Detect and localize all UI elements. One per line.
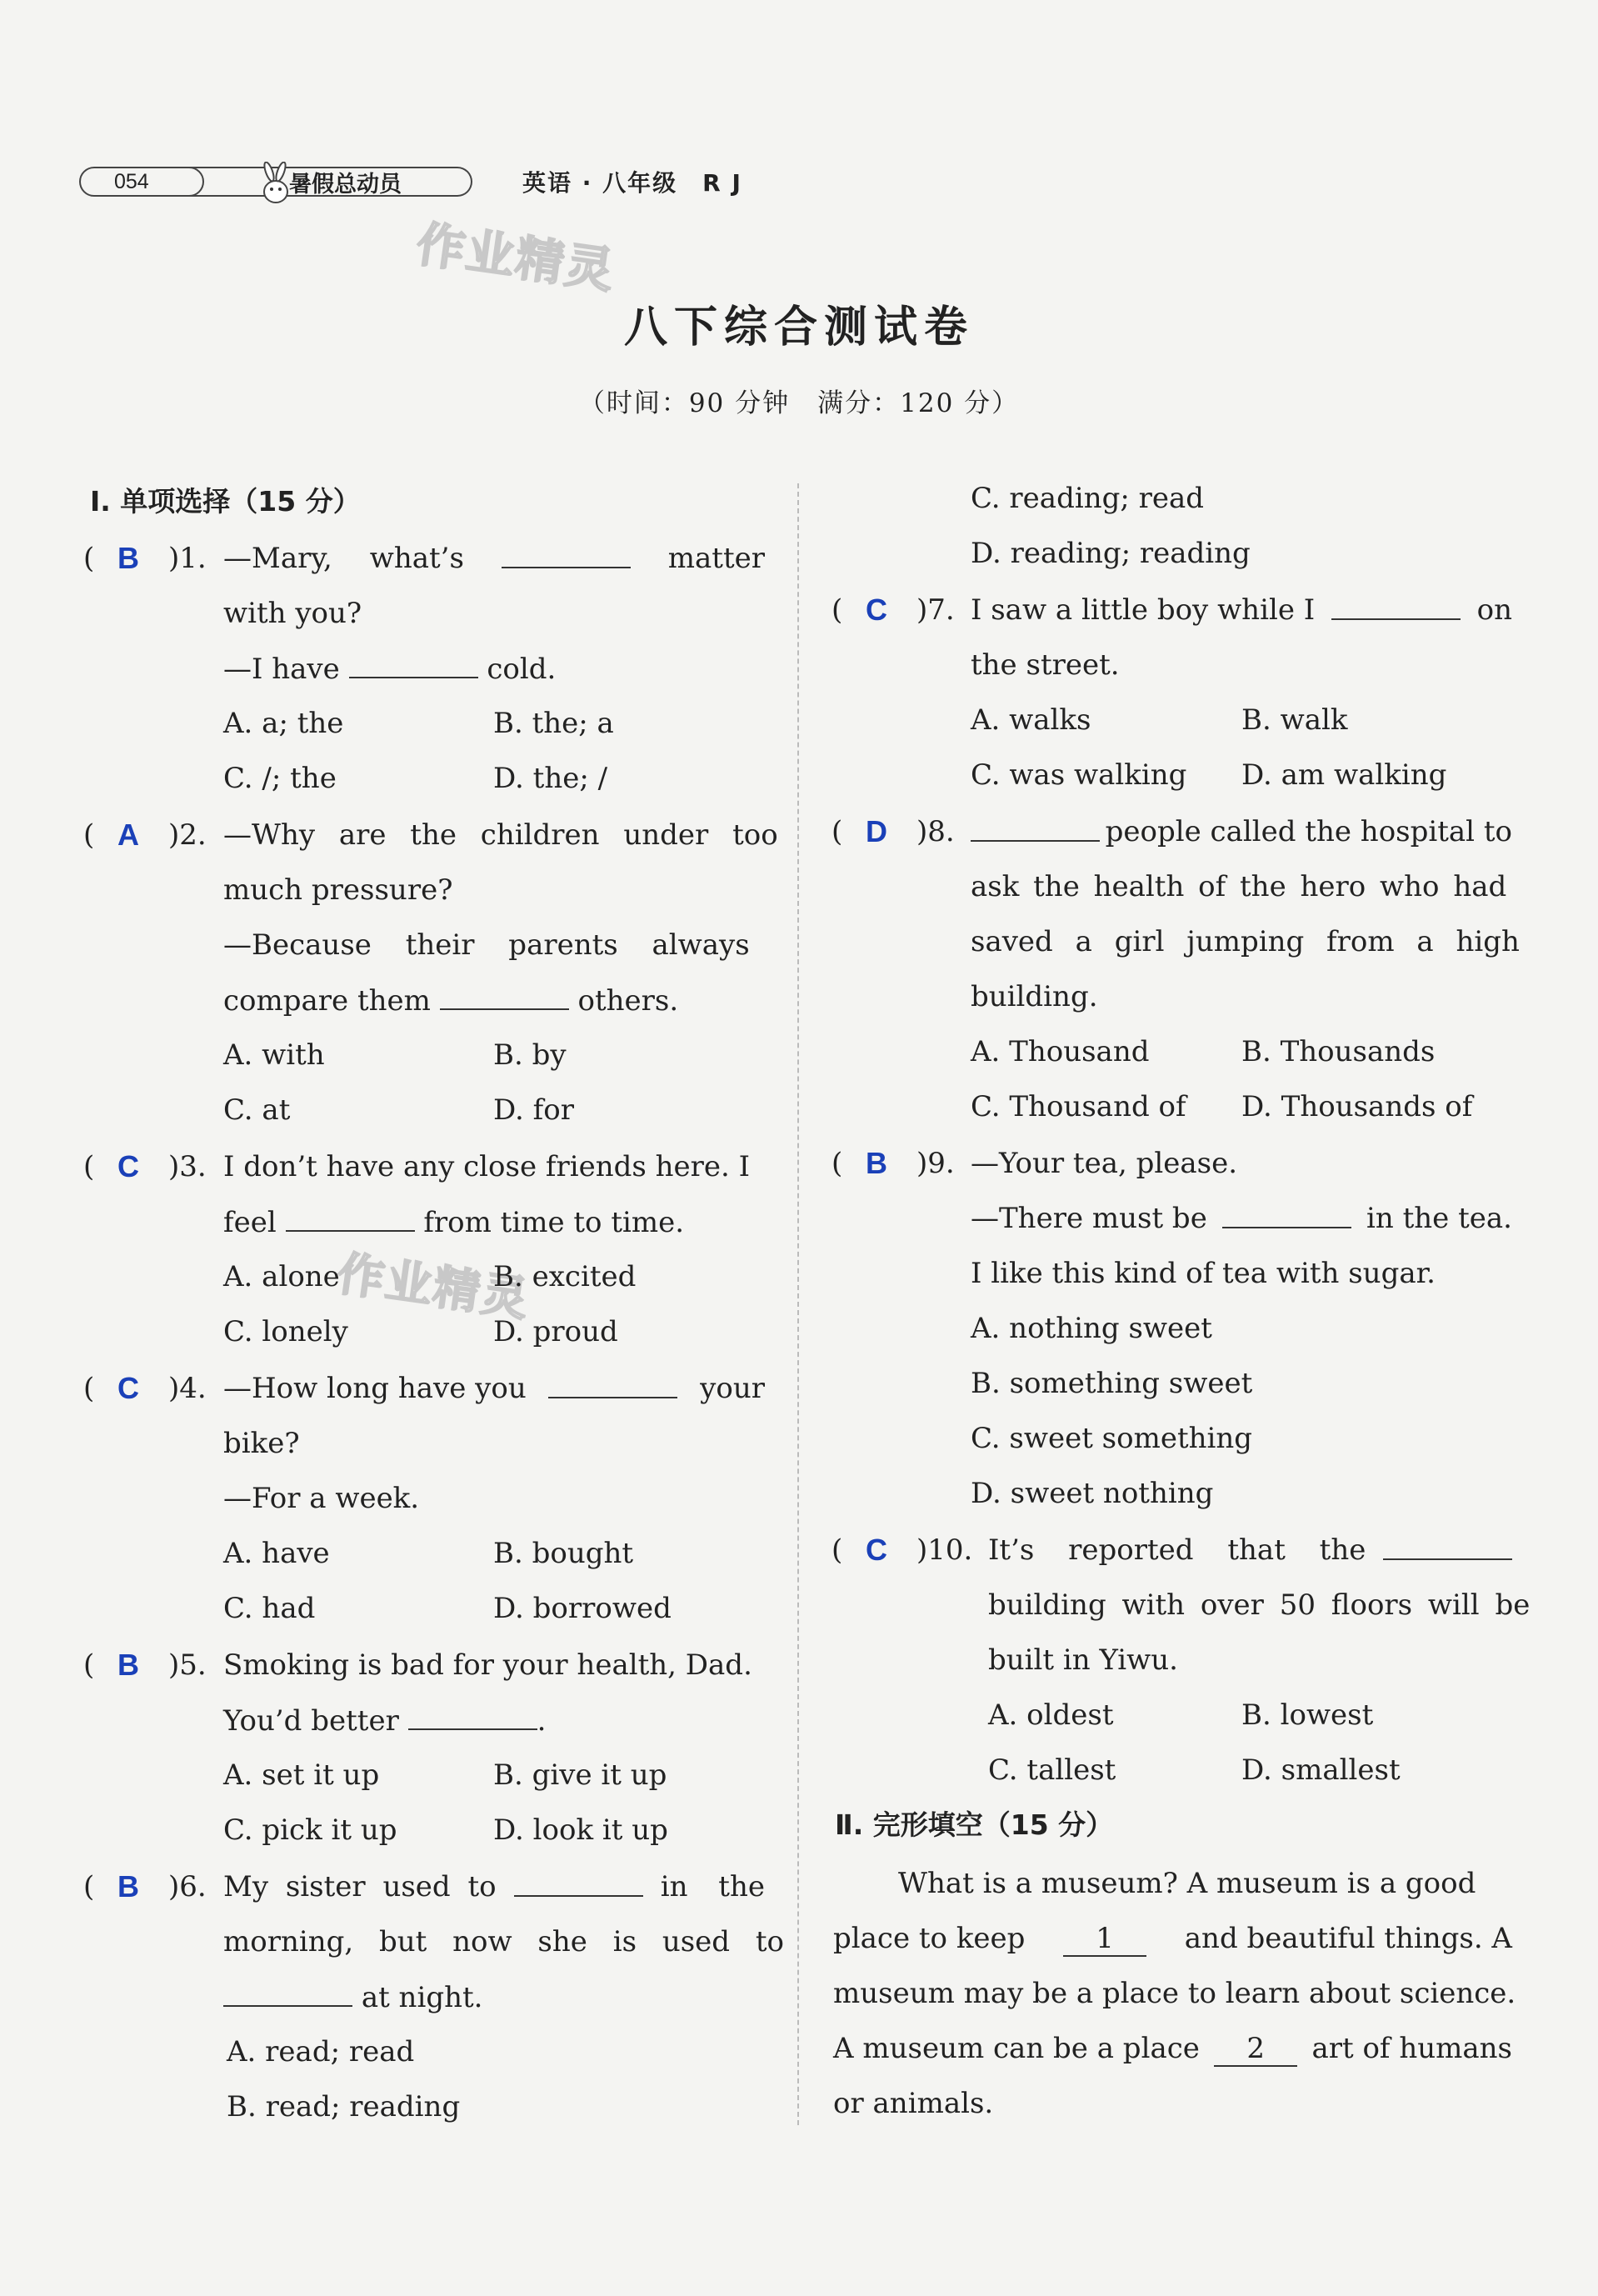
column-divider xyxy=(797,483,799,2125)
option-b: B. read; reading xyxy=(227,2090,461,2123)
answer-bracket-open: ( xyxy=(83,1150,95,1183)
option-b: B. the; a xyxy=(493,707,614,740)
stem-text: —Why are the children under too xyxy=(223,818,778,852)
answer-bracket-open: ( xyxy=(83,1372,95,1405)
answer-blank[interactable] xyxy=(1331,593,1461,620)
option-b: B. bought xyxy=(493,1537,634,1570)
option-d: D. proud xyxy=(493,1315,618,1348)
stem-text: —Your tea, please. xyxy=(971,1147,1237,1180)
stem-text: building with over 50 floors will be xyxy=(988,1588,1531,1622)
stem-text: feel xyxy=(223,1206,277,1239)
question-number: )4. xyxy=(168,1372,207,1405)
passage-text: A museum can be a place xyxy=(833,2032,1200,2065)
option-b: B. excited xyxy=(493,1260,637,1293)
answer-blank[interactable] xyxy=(440,983,569,1010)
passage-text: or animals. xyxy=(833,2087,994,2120)
stem-text: Smoking is bad for your health, Dad. xyxy=(223,1648,752,1682)
rabbit-mascot-icon xyxy=(256,162,296,205)
stem-text: —Mary, xyxy=(223,542,332,575)
answer-blank[interactable] xyxy=(548,1372,677,1398)
option-c: C. pick it up xyxy=(223,1813,397,1847)
question-stem xyxy=(988,1533,1512,1567)
stem-line xyxy=(223,983,678,1018)
answer-bracket-open: ( xyxy=(83,542,95,575)
stem-text: your xyxy=(700,1372,765,1405)
option-b: B. Thousands xyxy=(1241,1035,1436,1068)
option-c: C. had xyxy=(223,1592,316,1625)
stem-text: the street. xyxy=(971,648,1120,682)
stem-text: I saw a little boy while I xyxy=(971,593,1316,627)
option-a: A. Thousand xyxy=(971,1035,1150,1068)
answer-bracket-open: ( xyxy=(83,1870,95,1903)
cloze-blank[interactable]: 2 xyxy=(1214,2032,1297,2067)
option-d: D. look it up xyxy=(493,1813,668,1847)
answer-blank[interactable] xyxy=(286,1205,415,1232)
answer-mark: C xyxy=(117,1149,139,1183)
option-b: B. give it up xyxy=(493,1758,667,1792)
stem-line xyxy=(223,652,556,686)
question-number: )2. xyxy=(168,818,207,852)
stem-text: at night. xyxy=(361,1981,483,2014)
question-number: )9. xyxy=(916,1147,955,1180)
answer-mark: B xyxy=(117,541,139,575)
question-number: )6. xyxy=(168,1870,207,1903)
answer-mark: A xyxy=(117,818,139,852)
option-d: D. am walking xyxy=(1241,758,1447,792)
stem-text: —How long have you xyxy=(223,1372,527,1405)
question-number: )7. xyxy=(916,593,955,627)
option-d: D. the; / xyxy=(493,762,608,795)
stem-line xyxy=(223,1205,684,1239)
question-stem xyxy=(971,593,1512,627)
stem-text: My sister used to xyxy=(223,1870,497,1903)
stem-text: from time to time. xyxy=(423,1206,685,1239)
option-b: B. something sweet xyxy=(971,1367,1253,1400)
stem-text: building. xyxy=(971,980,1098,1013)
option-b: B. walk xyxy=(1241,703,1348,737)
question-number: )10. xyxy=(916,1533,973,1567)
option-a: A. nothing sweet xyxy=(971,1312,1212,1345)
stem-text: saved a girl jumping from a high xyxy=(971,925,1520,958)
option-a: A. with xyxy=(223,1038,325,1072)
answer-bracket-open: ( xyxy=(831,1533,843,1567)
passage-text: and beautiful things. A xyxy=(1184,1922,1512,1955)
answer-mark: B xyxy=(117,1648,139,1682)
answer-bracket-open: ( xyxy=(83,1648,95,1682)
answer-bracket-open: ( xyxy=(83,818,95,852)
option-b: B. lowest xyxy=(1241,1698,1374,1732)
option-c: C. lonely xyxy=(223,1315,348,1348)
answer-mark: B xyxy=(866,1146,887,1180)
stem-text: matter xyxy=(667,542,765,575)
option-d: D. Thousands of xyxy=(1241,1090,1473,1123)
page-header xyxy=(79,163,742,200)
stem-text: in the tea. xyxy=(1366,1202,1512,1235)
option-a: A. oldest xyxy=(988,1698,1114,1732)
passage-text: art of humans xyxy=(1311,2032,1512,2065)
answer-mark: C xyxy=(117,1371,139,1405)
stem-text: —Because their parents always xyxy=(223,928,750,962)
passage-line xyxy=(833,1922,1512,1957)
option-a: A. a; the xyxy=(223,707,344,740)
option-a: A. walks xyxy=(971,703,1091,737)
answer-mark: C xyxy=(866,593,887,627)
stem-line xyxy=(223,1980,482,2014)
answer-blank[interactable] xyxy=(223,1980,352,2007)
stem-text: built in Yiwu. xyxy=(988,1643,1178,1677)
option-c: C. sweet something xyxy=(971,1422,1253,1455)
stem-text: —There must be xyxy=(971,1202,1207,1235)
stem-text: It’s reported that the xyxy=(988,1533,1366,1567)
stem-text: compare them xyxy=(223,984,431,1018)
answer-mark: B xyxy=(117,1869,139,1903)
answer-blank[interactable] xyxy=(971,815,1100,842)
option-d: D. smallest xyxy=(1241,1753,1401,1787)
passage-text: museum may be a place to learn about science. xyxy=(833,1977,1516,2010)
question-number: )5. xyxy=(168,1648,207,1682)
watermark: 作业精灵 xyxy=(333,1247,533,1328)
series-label: 暑假总动员 xyxy=(289,171,402,198)
subject-label: 英语 · 八年级 R J xyxy=(522,169,742,197)
answer-blank[interactable] xyxy=(514,1870,643,1897)
option-c: C. tallest xyxy=(988,1753,1116,1787)
stem-text: —For a week. xyxy=(223,1482,420,1515)
question-stem xyxy=(971,815,1512,848)
option-b: B. by xyxy=(493,1038,567,1072)
exam-title: 八下综合测试卷 xyxy=(623,303,974,353)
option-c: C. reading; read xyxy=(971,482,1205,515)
answer-blank[interactable] xyxy=(408,1703,537,1730)
series-name xyxy=(172,167,472,197)
stem-text: —I have xyxy=(223,653,340,686)
stem-text: . xyxy=(537,1704,547,1738)
cloze-blank[interactable]: 1 xyxy=(1063,1922,1146,1957)
question-stem xyxy=(223,1372,765,1405)
question-number: )3. xyxy=(168,1150,207,1183)
passage-text: place to keep xyxy=(833,1922,1026,1955)
option-d: D. sweet nothing xyxy=(971,1477,1214,1510)
stem-line xyxy=(223,1703,546,1738)
option-a: A. read; read xyxy=(227,2035,415,2068)
stem-text: ask the health of the hero who had xyxy=(971,870,1507,903)
exam-info: （时间：90 分钟 满分：120 分） xyxy=(578,388,1020,418)
answer-bracket-open: ( xyxy=(831,815,843,848)
section-title: Ⅱ. 完形填空（15 分） xyxy=(835,1808,1114,1841)
section-title: Ⅰ. 单项选择（15 分） xyxy=(90,485,361,518)
stem-text: much pressure? xyxy=(223,873,453,907)
stem-text: You’d better xyxy=(223,1704,399,1738)
option-d: D. for xyxy=(493,1093,574,1127)
option-c: C. Thousand of xyxy=(971,1090,1186,1123)
option-a: A. alone xyxy=(223,1260,340,1293)
stem-text: cold. xyxy=(487,653,557,686)
stem-text: others. xyxy=(577,984,679,1018)
stem-text: on xyxy=(1476,593,1512,627)
question-number: )8. xyxy=(916,815,955,848)
answer-bracket-open: ( xyxy=(831,593,843,627)
stem-text: with you? xyxy=(223,597,362,630)
option-c: C. at xyxy=(223,1093,291,1127)
stem-text: I like this kind of tea with sugar. xyxy=(971,1257,1436,1290)
option-c: C. was walking xyxy=(971,758,1187,792)
answer-bracket-open: ( xyxy=(831,1147,843,1180)
answer-blank[interactable] xyxy=(1383,1533,1512,1560)
page-number: 054 xyxy=(79,167,204,197)
option-a: A. have xyxy=(223,1537,330,1570)
question-stem xyxy=(971,1202,1512,1235)
stem-text: in the xyxy=(660,1870,765,1903)
stem-text: people called the hospital to xyxy=(1105,815,1512,848)
option-a: A. set it up xyxy=(223,1758,380,1792)
option-c: C. /; the xyxy=(223,762,337,795)
option-d: D. borrowed xyxy=(493,1592,672,1625)
stem-text: morning, but now she is used to xyxy=(223,1925,784,1958)
answer-blank[interactable] xyxy=(502,542,631,568)
watermark: 作业精灵 xyxy=(412,215,619,300)
passage-line xyxy=(833,2032,1512,2067)
option-d: D. reading; reading xyxy=(971,537,1251,570)
question-number: )1. xyxy=(168,542,207,575)
stem-text: I don’t have any close friends here. I xyxy=(223,1150,751,1183)
answer-mark: D xyxy=(866,814,887,848)
stem-text: bike? xyxy=(223,1427,300,1460)
passage-text: What is a museum? A museum is a good xyxy=(898,1867,1476,1900)
question-stem xyxy=(223,1870,765,1903)
answer-blank[interactable] xyxy=(1222,1202,1351,1228)
stem-text: what’s xyxy=(369,542,464,575)
answer-mark: C xyxy=(866,1533,887,1567)
question-stem xyxy=(223,542,765,575)
answer-blank[interactable] xyxy=(349,652,478,678)
